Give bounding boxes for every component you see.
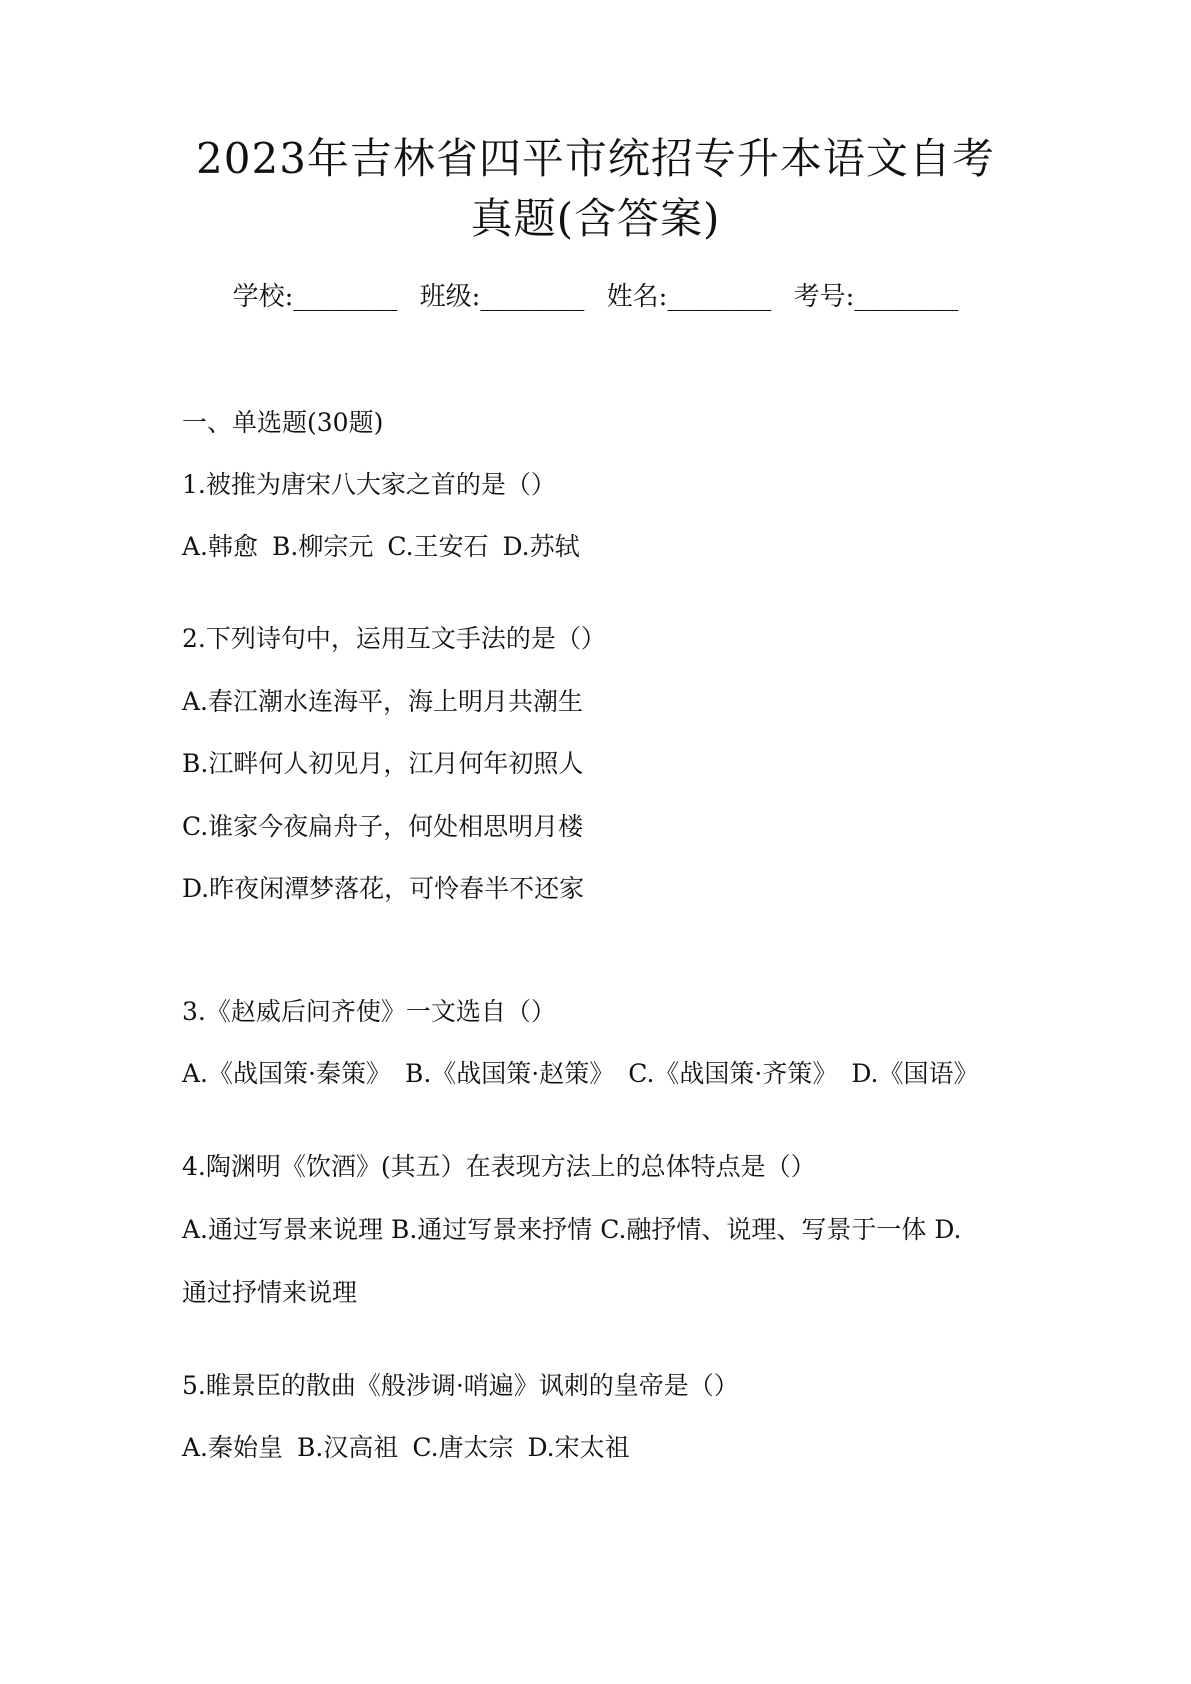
question-1-options xyxy=(182,530,580,564)
question-1-stem: 1.被推为唐宋八大家之首的是（） xyxy=(182,470,556,499)
option-c: C.唐太宗 xyxy=(412,1433,514,1462)
option-d: D.宋太祖 xyxy=(527,1433,630,1462)
question-4-stem: 4.陶渊明《饮酒》(其五）在表现方法上的总体特点是（） xyxy=(182,1152,816,1181)
section-heading: 一、单选题(30题) xyxy=(182,408,384,437)
question-3-stem: 3.《赵威后问齐使》一文选自（） xyxy=(182,997,556,1026)
question-5-stem: 5.睢景臣的散曲《般涉调·哨遍》讽刺的皇帝是（） xyxy=(182,1371,739,1400)
option-c: C.王安石 xyxy=(387,532,489,561)
page-title-line-2: 真题(含答案) xyxy=(470,194,721,243)
option-b: B.汉高祖 xyxy=(297,1433,399,1462)
page-title-line-1: 2023年吉林省四平市统招专升本语文自考 xyxy=(196,134,995,183)
option-a: A.《战国策·秦策》 xyxy=(182,1059,391,1088)
name-field: 姓名:________ xyxy=(606,282,772,312)
exam-number-field: 考号:________ xyxy=(793,282,959,312)
question-2-option-a: A.春江潮水连海平，海上明月共潮生 xyxy=(182,687,584,716)
option-b: B.《战国策·赵策》 xyxy=(404,1059,615,1088)
option-d: D.苏轼 xyxy=(502,532,580,561)
question-4-options-line-2: 通过抒情来说理 xyxy=(182,1278,358,1307)
question-5-options xyxy=(182,1431,630,1465)
option-d: D.《国语》 xyxy=(851,1059,979,1088)
option-a: A.韩愈 xyxy=(182,532,259,561)
option-a: A.秦始皇 xyxy=(182,1433,284,1462)
question-2-option-d: D.昨夜闲潭梦落花，可怜春半不还家 xyxy=(182,874,585,903)
question-3-options xyxy=(182,1057,978,1091)
question-2-option-c: C.谁家今夜扁舟子，何处相思明月楼 xyxy=(182,812,584,841)
option-c: C.《战国策·齐策》 xyxy=(628,1059,838,1088)
question-2-option-b: B.江畔何人初见月，江月何年初照人 xyxy=(182,749,584,778)
school-field: 学校:________ xyxy=(232,282,398,312)
option-b: B.柳宗元 xyxy=(272,532,374,561)
class-field: 班级:________ xyxy=(419,282,585,312)
question-2-stem: 2.下列诗句中，运用互文手法的是（） xyxy=(182,624,606,653)
question-4-options-line-1: A.通过写景来说理 B.通过写景来抒情 C.融抒情、说理、写景于一体 D. xyxy=(182,1215,962,1244)
student-info-line xyxy=(0,280,1191,314)
